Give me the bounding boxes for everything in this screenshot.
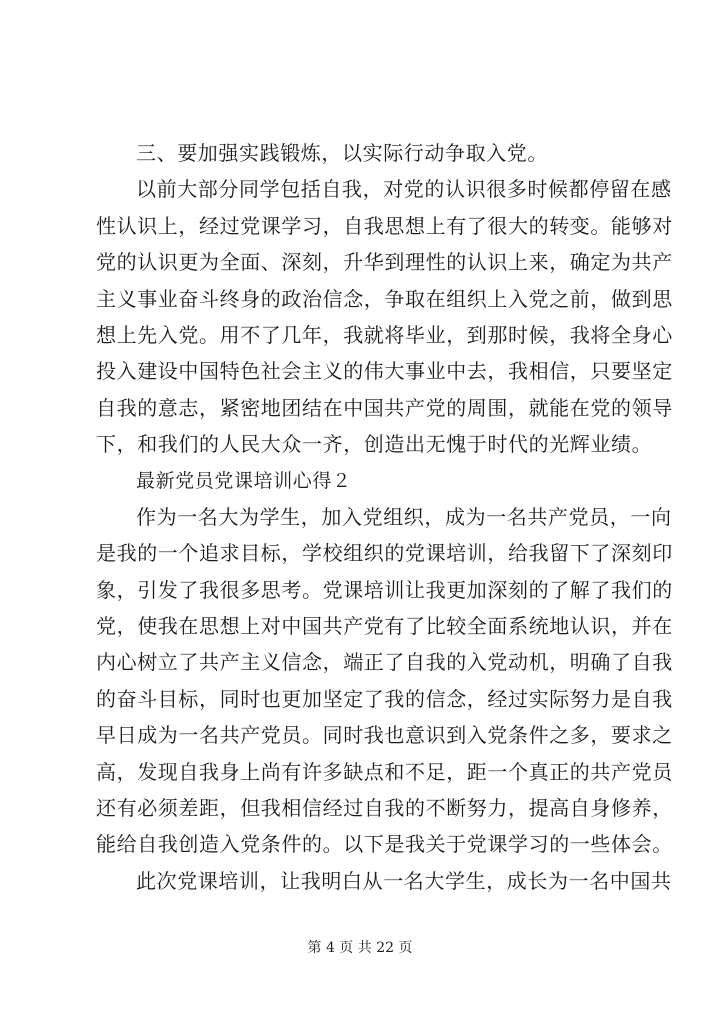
text-line: 主义事业奋斗终身的政治信念，争取在组织上入党之前，做到思 <box>96 286 673 311</box>
text-line: 此次党课培训，让我明白从一名大学生，成长为一名中国共 <box>136 868 672 893</box>
text-line: 性认识上，经过党课学习，自我思想上有了很大的转变。能够对 <box>96 213 673 238</box>
text-line: 高，发现自我身上尚有许多缺点和不足，距一个真正的共产党员 <box>96 759 673 784</box>
page-number-footer: 第 4 页 共 22 页 <box>307 940 413 956</box>
document-body <box>96 135 673 899</box>
text-line: 自我的意志，紧密地团结在中国共产党的周围，就能在党的领导 <box>96 395 673 420</box>
text-line: 想上先入党。用不了几年，我就将毕业，到那时候，我将全身心 <box>96 322 673 347</box>
text-line: 下，和我们的人民大众一齐，创造出无愧于时代的光辉业绩。 <box>96 432 653 457</box>
text-line: 是我的一个追求目标，学校组织的党课培训，给我留下了深刻印 <box>96 541 673 566</box>
text-line: 投入建设中国特色社会主义的伟大事业中去，我相信，只要坚定 <box>96 359 673 384</box>
text-line: 党，使我在思想上对中国共产党有了比较全面系统地认识，并在 <box>96 614 673 639</box>
text-line: 以前大部分同学包括自我，对党的认识很多时候都停留在感 <box>136 177 672 202</box>
text-line: 党的认识更为全面、深刻，升华到理性的认识上来，确定为共产 <box>96 250 673 275</box>
text-line: 还有必须差距，但我相信经过自我的不断努力，提高自身修养， <box>96 796 673 821</box>
text-line: 早日成为一名共产党员。同时我也意识到入党条件之多，要求之 <box>96 723 673 748</box>
section-title: 最新党员党课培训心得２ <box>136 469 352 492</box>
text-line: 能给自我创造入党条件的。以下是我关于党课学习的一些体会。 <box>96 832 673 857</box>
text-line: 作为一名大为学生，加入党组织，成为一名共产党员，一向 <box>136 504 672 529</box>
text-line: 内心树立了共产主义信念，端正了自我的入党动机，明确了自我 <box>96 650 673 675</box>
text-line: 的奋斗目标，同时也更加坚定了我的信念，经过实际努力是自我 <box>96 686 673 711</box>
text-line: 象，引发了我很多思考。党课培训让我更加深刻的了解了我们的 <box>96 577 673 602</box>
text-line: 三、要加强实践锻炼，以实际行动争取入党。 <box>136 141 548 165</box>
